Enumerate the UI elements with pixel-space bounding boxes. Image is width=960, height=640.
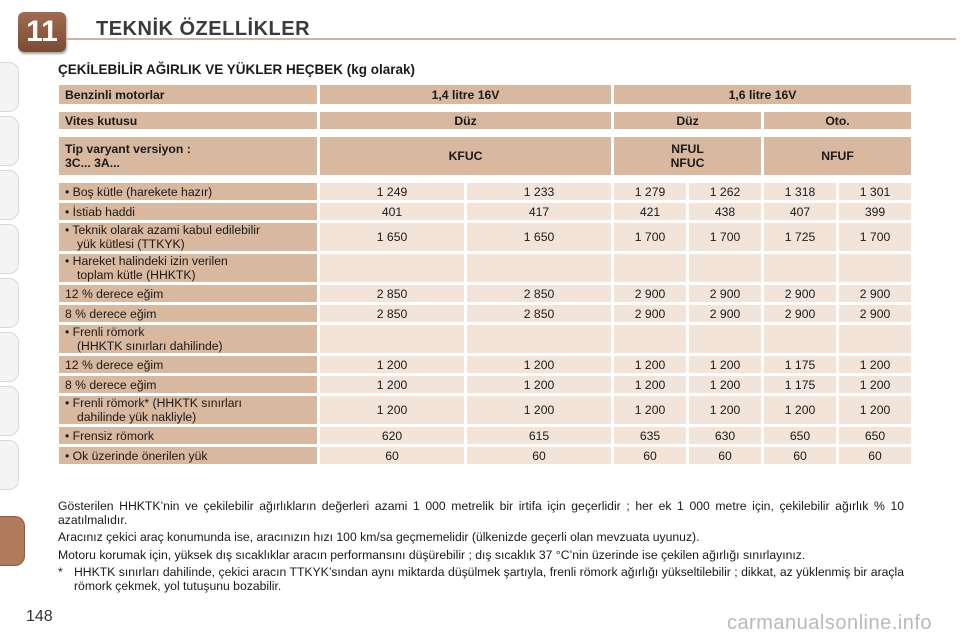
table-row xyxy=(59,223,911,251)
table-row xyxy=(59,285,911,302)
gearbox-label: Vites kutusu xyxy=(59,112,317,129)
value-cell: 635 xyxy=(614,427,686,444)
value-cell: 1 200 xyxy=(320,356,464,373)
value-cell: 1 725 xyxy=(764,223,836,251)
footnote-text: HHKTK sınırları dahilinde, çekici aracın TTKYK’sından aynı miktarda düşülmek şartıyla, frenli römork ağırlığı yükseltilebilir ; dikkat, az yüklenmiş bir araçla römork çekmek, yol tutuşunu bozabilir. xyxy=(74,565,904,593)
value-cell: 60 xyxy=(320,447,464,464)
value-cell xyxy=(320,325,464,353)
value-cell: 2 850 xyxy=(320,305,464,322)
row-label: 8 % derece eğim xyxy=(59,376,317,393)
value-cell: 1 200 xyxy=(689,396,761,424)
value-cell: 1 200 xyxy=(689,356,761,373)
side-tab[interactable] xyxy=(0,170,19,220)
page-number: 148 xyxy=(26,608,53,625)
value-cell: 1 318 xyxy=(764,183,836,200)
row-label: • Frenli römork (HHKTK sınırları dahilinde) xyxy=(59,325,317,353)
note-paragraph: Gösterilen HHKTK’nin ve çekilebilir ağırlıkların değerleri azami 1 000 metrelik bir irtifa için geçerlidir ; her ek 1 000 metre için, çekilebilir ağırlık % 10 azatılmalıdır. xyxy=(58,499,904,527)
value-cell: 650 xyxy=(764,427,836,444)
value-cell xyxy=(764,325,836,353)
value-cell: 1 200 xyxy=(614,396,686,424)
side-tab[interactable] xyxy=(0,116,19,166)
side-tab[interactable] xyxy=(0,224,19,274)
value-cell: 1 200 xyxy=(320,376,464,393)
value-cell: 615 xyxy=(467,427,611,444)
value-cell: 1 200 xyxy=(839,356,911,373)
version-kfuc: KFUC xyxy=(320,137,611,175)
value-cell: 60 xyxy=(839,447,911,464)
value-cell: 2 900 xyxy=(839,305,911,322)
value-cell: 60 xyxy=(764,447,836,464)
chapter-side-tabs xyxy=(0,0,28,640)
side-tab-active[interactable] xyxy=(0,516,25,566)
table-row xyxy=(59,203,911,220)
row-label: • Boş kütle (harekete hazır) xyxy=(59,183,317,200)
value-cell: 2 900 xyxy=(689,285,761,302)
value-cell: 2 850 xyxy=(467,305,611,322)
value-cell: 399 xyxy=(839,203,911,220)
value-cell: 1 200 xyxy=(467,396,611,424)
table-row xyxy=(59,254,911,282)
row-label: • Hareket halindeki izin verilen toplam kütle (HHKTK) xyxy=(59,254,317,282)
side-tab[interactable] xyxy=(0,62,19,112)
value-cell: 1 301 xyxy=(839,183,911,200)
value-cell: 1 262 xyxy=(689,183,761,200)
table-row xyxy=(59,356,911,373)
value-cell xyxy=(467,254,611,282)
value-cell xyxy=(614,254,686,282)
value-cell: 1 200 xyxy=(689,376,761,393)
value-cell xyxy=(764,254,836,282)
engine-1-6: 1,6 litre 16V xyxy=(614,85,911,104)
watermark: carmanualsonline.info xyxy=(726,612,932,634)
row-label: 8 % derece eğim xyxy=(59,305,317,322)
version-nfuf: NFUF xyxy=(764,137,911,175)
value-cell: 2 850 xyxy=(320,285,464,302)
towing-weights-table xyxy=(56,82,914,467)
version-label: Tip varyant versiyon : 3C... 3A... xyxy=(59,137,317,175)
engine-row xyxy=(59,85,911,104)
note-paragraph: Aracınız çekici araç konumunda ise, aracınızın hızı 100 km/sa geçmemelidir (ülkenizde geçerli olan mevzuata uyunuz). xyxy=(58,530,700,544)
row-label: • Frenli römork* (HHKTK sınırları dahilinde yük nakliyle) xyxy=(59,396,317,424)
row-label: 12 % derece eğim xyxy=(59,356,317,373)
value-cell: 1 200 xyxy=(320,396,464,424)
table-row xyxy=(59,183,911,200)
value-cell: 1 700 xyxy=(689,223,761,251)
row-label: • Frensiz römork xyxy=(59,427,317,444)
value-cell: 1 233 xyxy=(467,183,611,200)
chapter-number-badge: 11 xyxy=(18,12,66,52)
value-cell: 60 xyxy=(689,447,761,464)
value-cell xyxy=(689,325,761,353)
value-cell: 438 xyxy=(689,203,761,220)
version-row xyxy=(59,137,911,175)
table-row xyxy=(59,376,911,393)
version-nful-nfuc: NFUL NFUC xyxy=(614,137,761,175)
gearbox-3: Oto. xyxy=(764,112,911,129)
gearbox-2: Düz xyxy=(614,112,761,129)
gearbox-1: Düz xyxy=(320,112,611,129)
side-tab[interactable] xyxy=(0,278,19,328)
engine-1-4: 1,4 litre 16V xyxy=(320,85,611,104)
value-cell: 1 700 xyxy=(614,223,686,251)
value-cell xyxy=(689,254,761,282)
engine-label: Benzinli motorlar xyxy=(59,85,317,104)
value-cell: 2 900 xyxy=(689,305,761,322)
table-row xyxy=(59,447,911,464)
note-paragraph: Motoru korumak için, yüksek dış sıcaklıklar aracın performansını düşürebilir ; dış sıcaklık 37 °C’nin üzerinde ise çekilen ağırlığı sınırlayınız. xyxy=(58,547,806,562)
value-cell: 630 xyxy=(689,427,761,444)
page-title: TEKNİK ÖZELLİKLER xyxy=(96,18,311,40)
footnote-mark: * xyxy=(58,565,63,579)
value-cell: 2 900 xyxy=(839,285,911,302)
value-cell: 421 xyxy=(614,203,686,220)
value-cell: 2 900 xyxy=(764,285,836,302)
value-cell xyxy=(614,325,686,353)
value-cell: 2 900 xyxy=(764,305,836,322)
notes xyxy=(58,500,904,593)
side-tab[interactable] xyxy=(0,332,19,382)
value-cell: 1 200 xyxy=(614,356,686,373)
value-cell xyxy=(839,325,911,353)
value-cell: 1 200 xyxy=(764,396,836,424)
value-cell: 620 xyxy=(320,427,464,444)
footnote xyxy=(58,566,904,593)
row-label: 12 % derece eğim xyxy=(59,285,317,302)
value-cell: 2 900 xyxy=(614,305,686,322)
value-cell: 1 175 xyxy=(764,376,836,393)
value-cell xyxy=(839,254,911,282)
value-cell: 60 xyxy=(614,447,686,464)
value-cell: 1 200 xyxy=(614,376,686,393)
value-cell: 1 175 xyxy=(764,356,836,373)
table-row xyxy=(59,427,911,444)
table-row xyxy=(59,325,911,353)
gearbox-row xyxy=(59,112,911,129)
row-label: • Teknik olarak azami kabul edilebilir yük kütlesi (TTKYK) xyxy=(59,223,317,251)
value-cell: 650 xyxy=(839,427,911,444)
value-cell: 1 700 xyxy=(839,223,911,251)
value-cell: 1 279 xyxy=(614,183,686,200)
row-label: • Ok üzerinde önerilen yük xyxy=(59,447,317,464)
value-cell: 407 xyxy=(764,203,836,220)
side-tab[interactable] xyxy=(0,440,19,490)
value-cell: 1 200 xyxy=(839,376,911,393)
value-cell: 1 200 xyxy=(839,396,911,424)
value-cell xyxy=(467,325,611,353)
value-cell: 1 249 xyxy=(320,183,464,200)
value-cell: 60 xyxy=(467,447,611,464)
table-row xyxy=(59,396,911,424)
value-cell: 401 xyxy=(320,203,464,220)
value-cell: 1 650 xyxy=(467,223,611,251)
value-cell: 1 200 xyxy=(467,356,611,373)
value-cell: 2 850 xyxy=(467,285,611,302)
row-label: • İstiab haddi xyxy=(59,203,317,220)
section-title: ÇEKİLEBİLİR AĞIRLIK VE YÜKLER HEÇBEK (kg olarak) xyxy=(58,62,416,77)
side-tab[interactable] xyxy=(0,386,19,436)
value-cell: 2 900 xyxy=(614,285,686,302)
value-cell xyxy=(320,254,464,282)
value-cell: 1 650 xyxy=(320,223,464,251)
value-cell: 1 200 xyxy=(467,376,611,393)
value-cell: 417 xyxy=(467,203,611,220)
table-row xyxy=(59,305,911,322)
